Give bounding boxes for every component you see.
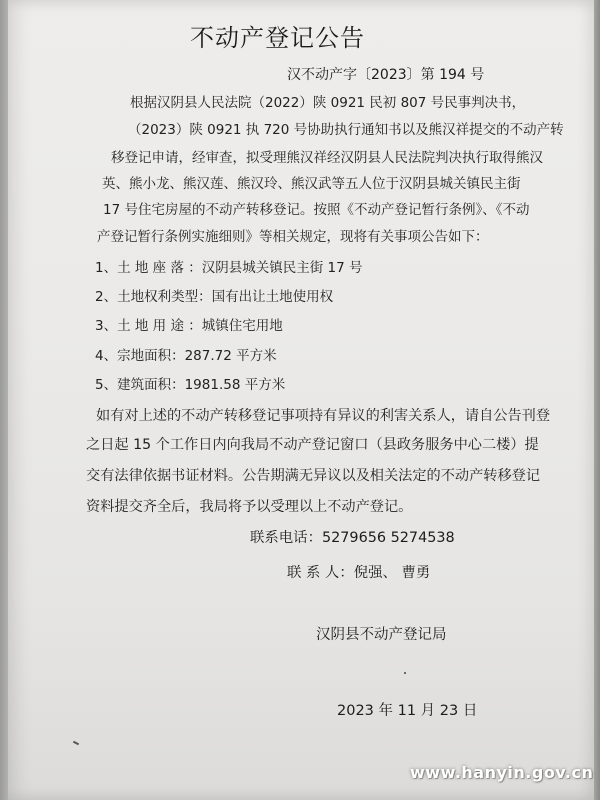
intro-line: 英、熊小龙、熊汉莲、熊汉玲、熊汉武等五人位于汉阴县城关镇民主街 — [102, 176, 521, 192]
intro-line: （2023）陕 0921 执 720 号协助执行通知书以及熊汉祥提交的不动产转 — [128, 122, 564, 138]
list-item-land-use: 3、土 地 用 途 ：城镇住宅用地 — [95, 318, 283, 334]
contact-people: 联 系 人：倪强、 曹勇 — [287, 565, 431, 581]
site-watermark: www.hanyin.gov.cn — [410, 763, 594, 782]
closing-line: 资料提交齐全后，我局将予以受理以上不动产登记。 — [86, 499, 413, 515]
list-item-land-area: 4、宗地面积：287.72 平方米 — [95, 348, 277, 364]
document-number: 汉不动产字〔2023〕第 194 号 — [287, 67, 485, 83]
closing-line: 之日起 15 个工作日内向我局不动产登记窗口（县政务服务中心二楼）提 — [86, 437, 539, 453]
list-item-building-area: 5、建筑面积：1981.58 平方米 — [95, 377, 286, 393]
closing-line: 如有对上述的不动产转移登记事项持有异议的利害关系人，请自公告刊登 — [96, 408, 551, 424]
list-item-right-type: 2、土地权利类型：国有出让土地使用权 — [95, 289, 334, 305]
notice-paper — [8, 0, 594, 800]
paper-mark — [404, 672, 406, 674]
issuing-agency: 汉阴县不动产登记局 — [316, 627, 447, 643]
intro-line: 17 号住宅房屋的不动产转移登记。按照《不动产登记暂行条例》、《不动 — [103, 202, 530, 218]
intro-line: 根据汉阴县人民法院（2022）陕 0921 民初 807 号民事判决书， — [130, 95, 526, 111]
intro-line: 产登记暂行条例实施细则》等相关规定，现将有关事项公告如下： — [97, 229, 489, 245]
closing-line: 交有法律依据书证材料。公告期满无异议以及相关法定的不动产转移登记 — [86, 468, 541, 484]
document-title: 不动产登记公告 — [190, 24, 365, 52]
contact-phone: 联系电话：5279656 5274538 — [250, 530, 455, 546]
issue-date: 2023 年 11 月 23 日 — [337, 703, 478, 719]
intro-line: 移登记申请，经审查，拟受理熊汉祥经汉阴县人民法院判决执行取得熊汉 — [111, 150, 543, 166]
list-item-location: 1、土 地 座 落 ：汉阴县城关镇民主街 17 号 — [95, 260, 363, 276]
